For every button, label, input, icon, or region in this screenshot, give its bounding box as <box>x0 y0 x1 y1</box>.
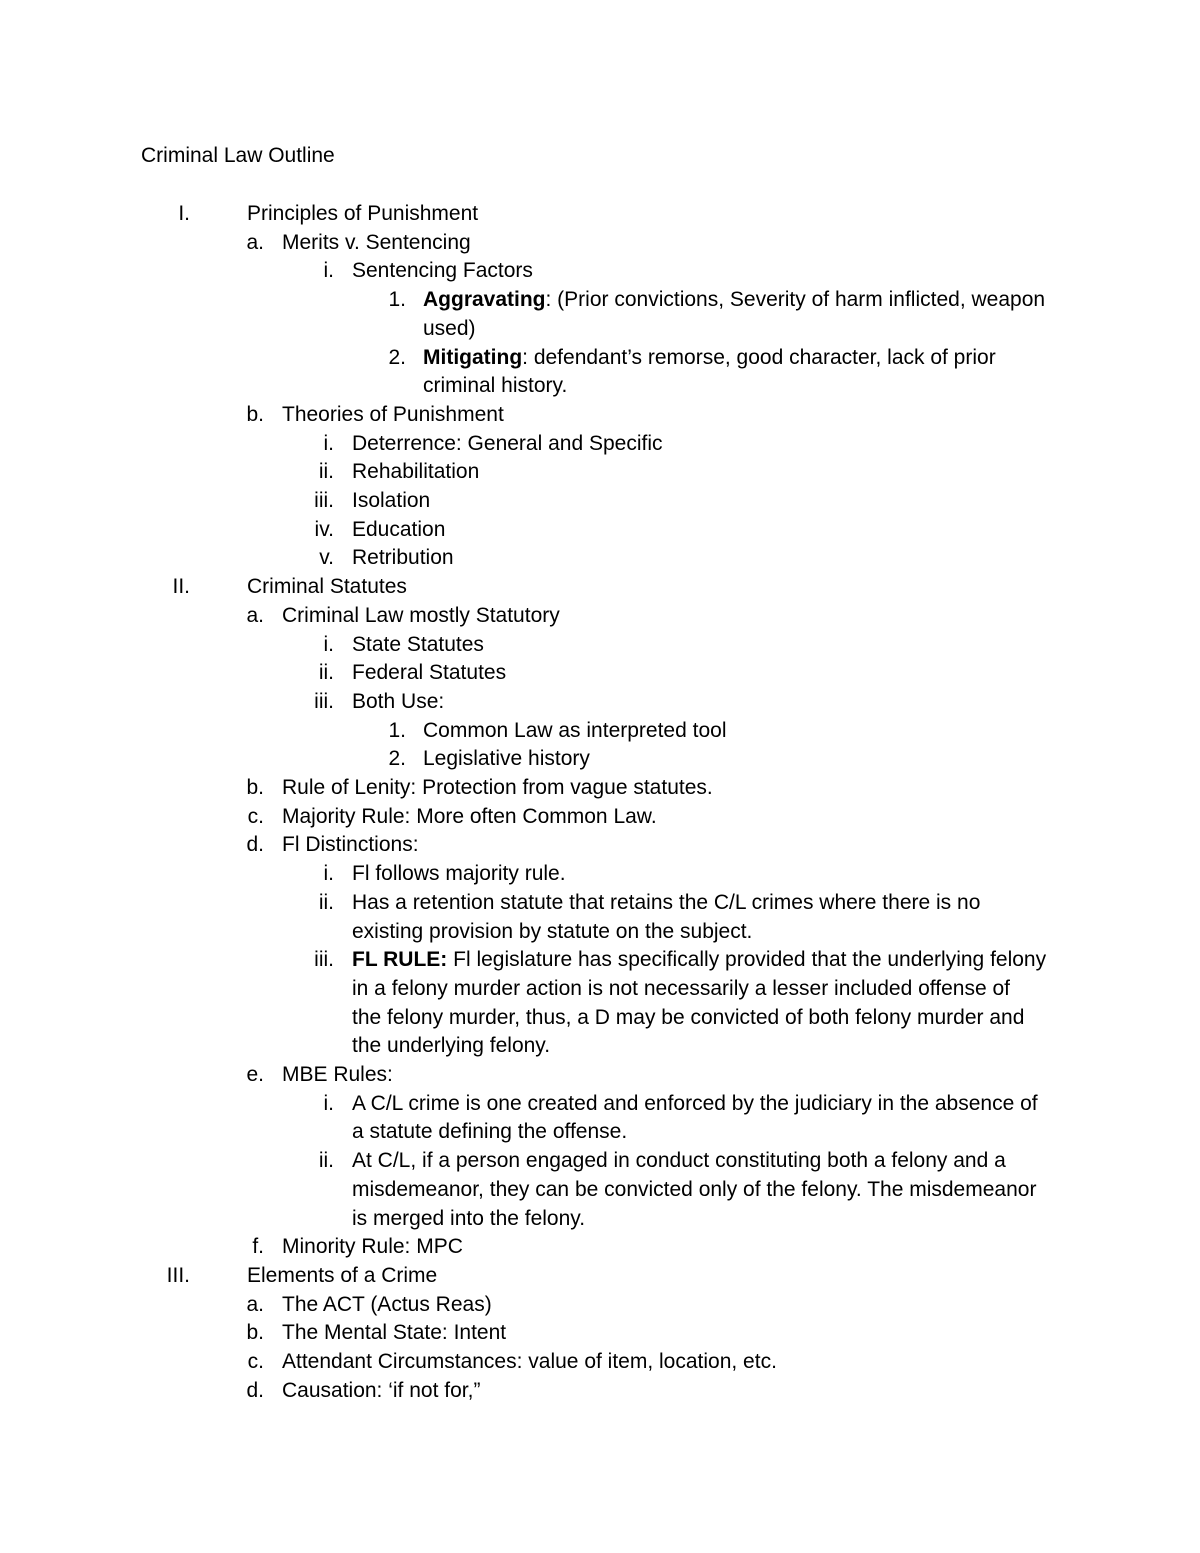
text-run: Fl legislature has specifically provided that the underlying felony <box>447 948 1047 972</box>
outline-text <box>282 1291 492 1320</box>
list-marker: d. <box>246 1378 264 1402</box>
text-run: Federal Statutes <box>352 661 507 685</box>
list-marker: d. <box>246 833 264 857</box>
text-run: Criminal Statutes <box>247 575 407 599</box>
bold-term: Aggravating <box>423 288 546 312</box>
text-run: Legislative history <box>423 747 590 771</box>
text-run: Deterrence: General and Specific <box>352 431 663 455</box>
list-marker: ii. <box>318 460 334 484</box>
list-marker: i. <box>323 431 334 455</box>
list-marker: 1. <box>388 718 406 742</box>
outline-text <box>352 1176 1036 1205</box>
text-run: Education <box>352 517 446 541</box>
outline-text <box>352 487 430 516</box>
text-run: Both Use: <box>352 689 445 713</box>
text-run: Isolation <box>352 489 431 512</box>
list-marker: II. <box>172 575 190 599</box>
outline-text <box>282 803 657 832</box>
outline-text <box>352 631 484 660</box>
outline-text <box>352 946 1046 975</box>
outline-text <box>352 1205 585 1234</box>
text-run: Rehabilitation <box>352 460 480 484</box>
outline-text <box>423 344 996 373</box>
text-run: a statute defining the offense. <box>352 1120 628 1144</box>
outline-text <box>352 1032 550 1061</box>
text-run: Elements of a Crime <box>247 1263 438 1287</box>
text-run: in a felony murder action is not necessarily a lesser included offense of <box>352 976 1010 1000</box>
outline-text <box>423 372 567 401</box>
outline-text <box>352 430 663 459</box>
text-run: : (Prior convictions, Severity of harm inflicted, weapon <box>545 288 1046 312</box>
outline-text <box>352 918 752 947</box>
outline-text <box>282 831 419 860</box>
text-run: MBE Rules: <box>282 1063 393 1086</box>
outline-text <box>352 1118 627 1147</box>
outline-text <box>282 1061 393 1090</box>
bold-term: Mitigating <box>423 345 523 369</box>
outline-text <box>282 1348 777 1377</box>
list-marker: a. <box>246 230 264 254</box>
text-run: is merged into the felony. <box>352 1206 586 1230</box>
list-marker: i. <box>323 862 334 886</box>
outline-text <box>282 1319 506 1348</box>
outline-text <box>282 229 471 258</box>
outline-text <box>282 774 713 803</box>
text-run: Theories of Punishment <box>282 402 504 426</box>
text-run: misdemeanor, they can be convicted only of the felony. The misdemeanor <box>352 1177 1037 1201</box>
text-run: Retribution <box>352 546 454 570</box>
list-marker: b. <box>246 402 264 426</box>
outline-text <box>352 1004 1024 1033</box>
text-run: criminal history. <box>423 374 568 398</box>
list-marker: I. <box>178 202 190 225</box>
outline-text <box>352 688 444 717</box>
list-marker: 1. <box>388 288 406 312</box>
text-run: Common Law as interpreted tool <box>423 718 727 742</box>
list-marker: i. <box>323 1091 334 1115</box>
list-marker: 2. <box>388 747 406 771</box>
text-run: Merits v. Sentencing <box>282 230 471 254</box>
outline-text <box>247 1262 437 1291</box>
text-run: Causation: ‘if not for,” <box>282 1378 481 1402</box>
text-run: Rule of Lenity: Protection from vague statutes. <box>282 776 713 799</box>
outline-text <box>352 516 445 545</box>
list-marker: a. <box>246 1292 264 1316</box>
outline-text <box>247 200 478 229</box>
list-marker: e. <box>246 1063 264 1086</box>
list-marker: b. <box>246 1321 264 1345</box>
text-run: used) <box>423 316 476 340</box>
list-marker: f. <box>252 1235 264 1259</box>
text-run: the felony murder, thus, a D may be convicted of both felony murder and <box>352 1005 1025 1029</box>
list-marker: iii. <box>314 689 334 713</box>
outline-text <box>352 860 566 889</box>
text-run: the underlying felony. <box>352 1034 551 1058</box>
outline-text <box>352 659 506 688</box>
bold-term: FL RULE: <box>352 948 448 972</box>
list-marker: III. <box>166 1263 190 1287</box>
outline-text <box>247 573 407 602</box>
list-marker: iii. <box>314 948 334 972</box>
text-run: Attendant Circumstances: value of item, location, etc. <box>282 1350 777 1373</box>
list-marker: iii. <box>314 489 334 512</box>
text-run: Criminal Law mostly Statutory <box>282 603 560 627</box>
list-marker: c. <box>247 1350 264 1373</box>
list-marker: i. <box>323 259 334 283</box>
list-marker: ii. <box>318 661 334 685</box>
text-run: State Statutes <box>352 632 484 656</box>
text-run: Minority Rule: MPC <box>282 1235 463 1259</box>
text-run: At C/L, if a person engaged in conduct constituting both a felony and a <box>352 1149 1006 1173</box>
outline-text <box>352 544 454 573</box>
text-run: Majority Rule: More often Common Law. <box>282 804 657 828</box>
list-marker: a. <box>246 603 264 627</box>
outline-text <box>282 401 504 430</box>
outline-text <box>423 286 1045 315</box>
list-marker: v. <box>319 546 334 570</box>
document-title: Criminal Law Outline <box>141 144 335 167</box>
list-marker: iv. <box>314 517 334 541</box>
outline-text <box>352 458 479 487</box>
list-marker: ii. <box>318 1149 334 1173</box>
outline-text <box>352 1147 1006 1176</box>
outline-text <box>282 1377 480 1406</box>
outline-text <box>423 315 476 344</box>
text-run: Fl Distinctions: <box>282 833 419 857</box>
outline-text <box>423 717 727 746</box>
text-run: A C/L crime is one created and enforced by the judiciary in the absence of <box>352 1091 1038 1115</box>
text-run: : defendant’s remorse, good character, lack of prior <box>522 345 996 369</box>
outline-text <box>352 257 533 286</box>
list-marker: ii. <box>318 890 334 914</box>
text-run: Principles of Punishment <box>247 202 479 225</box>
outline-text <box>282 602 560 631</box>
list-marker: 2. <box>388 345 406 369</box>
outline-text <box>423 745 590 774</box>
list-marker: i. <box>323 632 334 656</box>
outline-text <box>352 1090 1038 1119</box>
text-run: The Mental State: Intent <box>282 1321 507 1345</box>
text-run: existing provision by statute on the subject. <box>352 919 753 943</box>
text-run: Has a retention statute that retains the C/L crimes where there is no <box>352 890 981 914</box>
outline-text <box>282 1233 463 1262</box>
text-run: Sentencing Factors <box>352 259 533 283</box>
outline-text <box>352 975 1010 1004</box>
list-marker: b. <box>246 776 264 799</box>
list-marker: c. <box>247 804 264 828</box>
outline-text <box>352 889 980 918</box>
text-run: The ACT (Actus Reas) <box>282 1292 492 1316</box>
text-run: Fl follows majority rule. <box>352 862 566 886</box>
